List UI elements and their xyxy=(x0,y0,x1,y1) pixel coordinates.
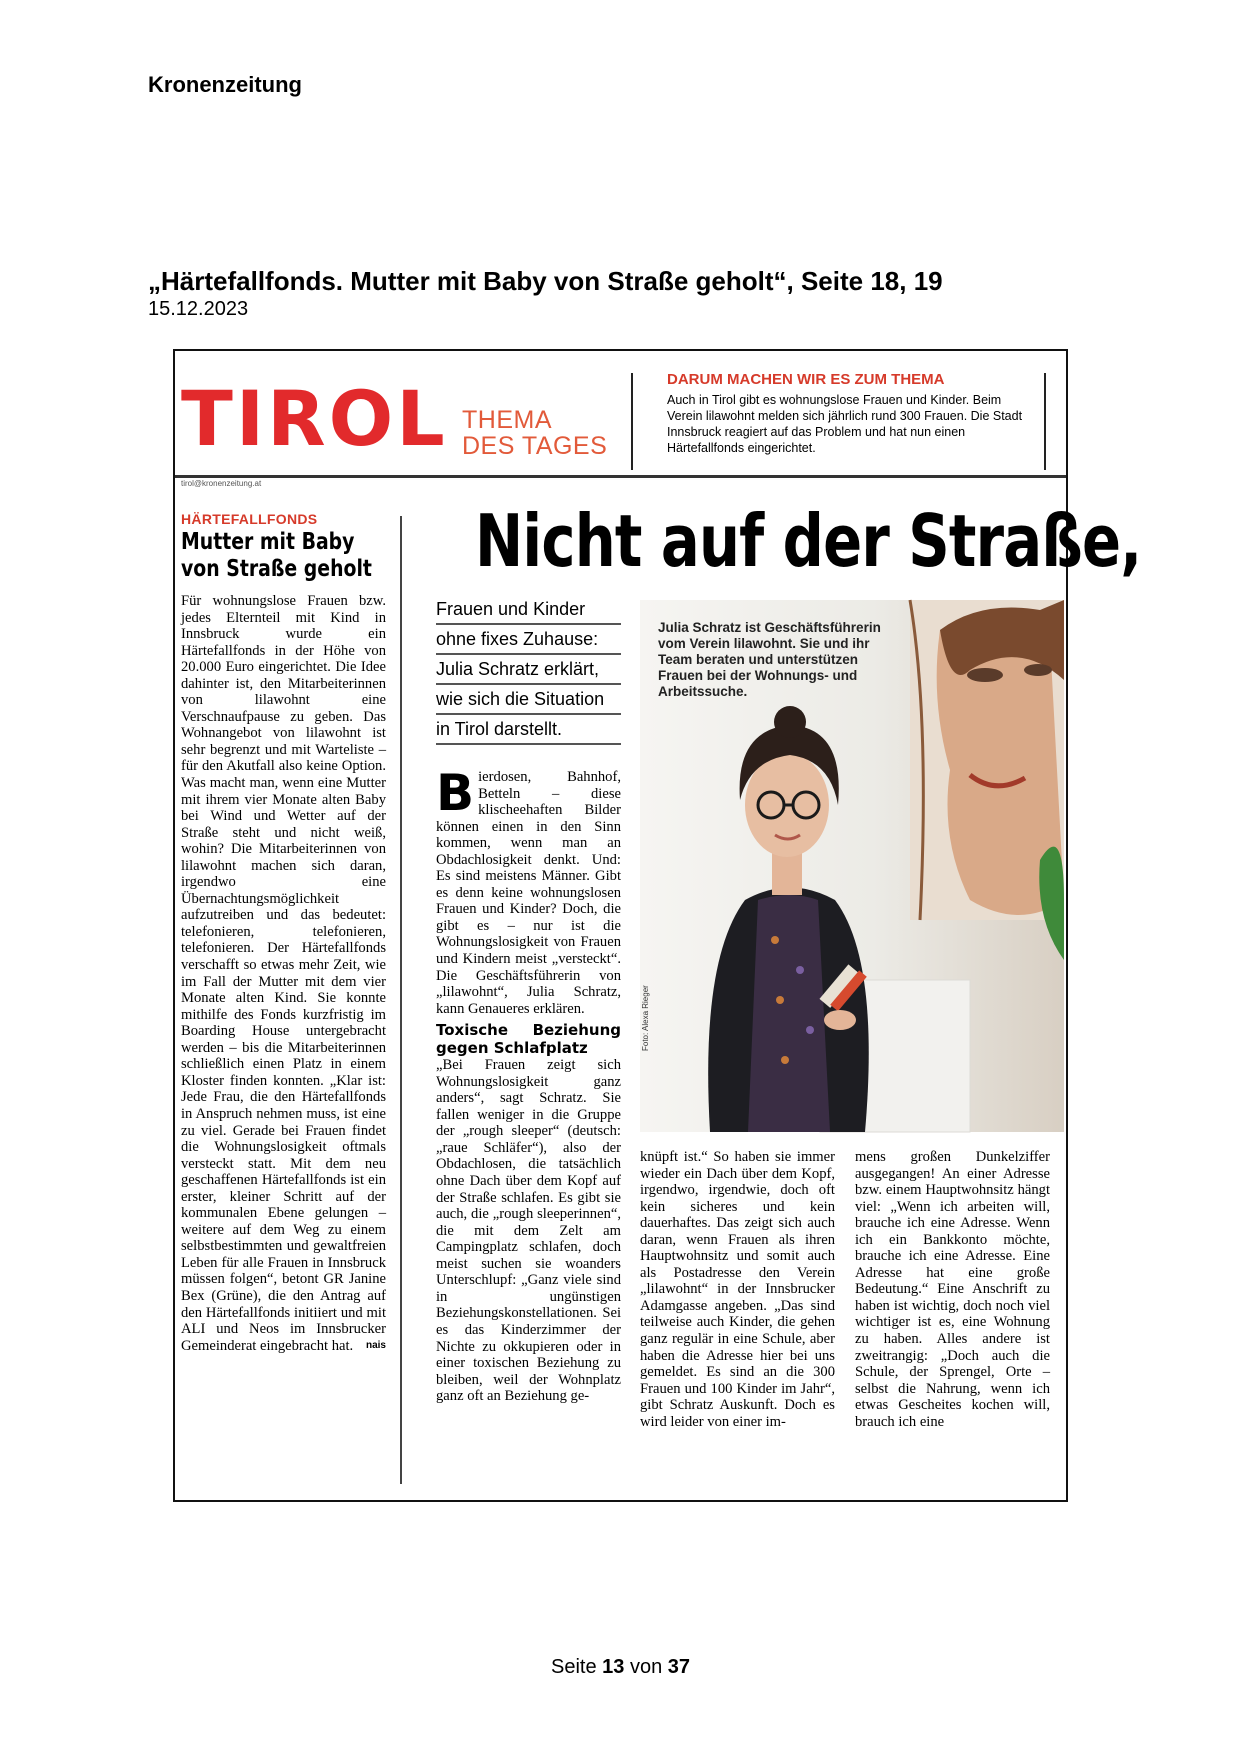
sidebar-body-text: Für wohnungslose Frauen bzw. jedes Elternteil mit Kind in Innsbruck wurde ein Härtefallfonds in der Höhe von 20.000 Euro eingerichtet. Die Idee dahinter ist, den Mitarbeiterinnen von lilawohnt eine Verschnaufpause zu geben. Das Wohnangebot von lilawohnt ist sehr begrenzt und mit Warteliste – für den Akutfall also keine Option. Was macht man, wenn eine Mutter mit ihrem vier Monate alten Baby bei Wind und Wetter auf der Straße steht und nicht weiß, wohin? Die Mitarbeiterinnen von lilawohnt machen sich daran, irgendwo eine Übernachtungsmöglichkeit aufzutreiben und das bedeutet: telefonieren, telefonieren, telefonieren. Der Härtefallfonds verschafft so etwas mehr Zeit, wie im Fall der Mutter mit dem vier Monate alten Kind. Sie konnte mithilfe des Fonds kurzfristig im Boarding House untergebracht werden – bis die Mitarbeiterinnen schließlich einen Platz in einem Kloster finden konnten. „Klar ist: Jede Frau, die den Härtefallfonds in Anspruch nehmen muss, ist eine zu viel. Gerade bei Frauen findet die Wohnungslosigkeit oftmals versteckt statt. Mit dem neu geschaffenen Härtefallfonds ist ein erster, kleiner Schritt auf der kommunalen Ebene gelungen – weitere auf dem Weg zu einem selbstbestimmten und gewaltfreien Leben für alle Frauen in Innsbruck müssen folgen“, betont GR Janine Bex (Grüne), die den Antrag auf den Härtefallfonds initiiert und mit ALI und Neos im Innsbrucker Gemeinderat eingebracht hat. xyxy=(181,593,386,1354)
thema-box xyxy=(667,371,1027,456)
source-name: Kronenzeitung xyxy=(148,72,302,97)
article-subhead: Toxische Beziehung gegen Schlafplatz xyxy=(436,1021,621,1058)
article-column-2: knüpft ist.“ So haben sie immer wieder ein Dach über dem Kopf, irgendwo, irgendwie, doch oft kein sicheres und kein dauerhaftes. Das zeigt sich auch daran, wenn Frauen als ihren Hauptwohnsitz und somit auch als Postadresse den Verein „lilawohnt“ in der Innsbrucker Adamgasse angeben. „Das sind teilweise auch Kinder, die gehen ganz regulär in eine Schule, aber haben die Adresse hier bei uns gemeldet. Es sind an die 300 Frauen und 100 Kinder im Jahr“, gibt Schratz Auskunft. Doch es wird leider von einer im- xyxy=(640,1149,835,1430)
thema-box-text: Auch in Tirol gibt es wohnungslose Frauen und Kinder. Beim Verein lilawohnt melden sich jährlich rund 300 Frauen. Die Stadt Innsbruck reagiert auf das Problem und hat nun einen Härtefallfonds eingerichtet. xyxy=(667,393,1023,455)
drop-cap: B xyxy=(436,764,475,822)
article-column-3: mens großen Dunkelziffer ausgegangen! An einer Adresse bzw. einem Hauptwohnsitz hängt viel: „Wenn ich arbeiten will, brauche ich eine Adresse. Wenn ich ein Bankkonto möchte, brauche ich eine Adresse. Eine Adresse hat eine große Bedeutung.“ Eine Anschrift zu haben ist wichtig, doch noch viel wichtiger ist es, eine Wohnung zu haben. Alles andere ist zweitrangig: „Doch auch die Schule, der Sprengel, Orte – selbst die Nahrung, wenn ich etwas Gescheites kochen will, brauch ich eine xyxy=(855,1149,1050,1430)
article-column-1 xyxy=(436,764,621,1405)
newspaper-clipping xyxy=(173,349,1142,1502)
sidebar-headline: Mutter mit Baby von Straße geholt xyxy=(181,529,372,582)
photo-caption: Julia Schratz ist Geschäftsführerin vom Verein lilawohnt. Sie und ihr Team beraten und unterstützen Frauen bei der Wohnungs- und Arbeitssuche. xyxy=(658,620,881,699)
section-title: TIROL xyxy=(181,374,448,463)
document-title: „Härtefallfonds. Mutter mit Baby von Straße geholt“, Seite 18, 19 xyxy=(148,266,943,296)
lead-line: ohne fixes Zuhause: xyxy=(436,625,621,655)
portrait-photo xyxy=(640,600,1064,1132)
sidebar-body xyxy=(181,593,386,1354)
header-rule xyxy=(175,475,1066,478)
thema-box-heading: DARUM MACHEN WIR ES ZUM THEMA xyxy=(667,371,945,388)
lead-line: in Tirol darstellt. xyxy=(436,715,621,745)
header-divider-right xyxy=(1044,373,1046,470)
header-divider xyxy=(631,373,633,470)
author-signature: nais xyxy=(365,1339,386,1351)
thema-line-2: DES TAGES xyxy=(462,432,608,460)
article-column-1-text: „Bei Frauen zeigt sich Wohnungslosigkeit ganz anders“, sagt Schratz. Sie fallen weniger in die Gruppe der „rough sleeper“ (deutsch: „raue Schläfer“), also der Obdachlosen, die tatsächlich ohne Dach über dem Kopf auf der Straße schlafen. Es gibt sie auch, die „rough sleeperinnen“, die mit dem Zelt am Campingplatz schlafen, doch meist suchen sie woanders Unterschlupf: „Ganz viele sind in ungünstigen Beziehungskonstellationen. Sei es das Kinderzimmer der Nichte zu okkupieren oder in einer toxischen Beziehung zu bleiben, weil der Wohnplatz ganz oft an Beziehung ge- xyxy=(436,1057,621,1405)
lead-box xyxy=(436,595,621,745)
total-pages: 37 xyxy=(667,1656,690,1678)
page-label: Seite xyxy=(550,1656,603,1678)
column-rule xyxy=(400,516,402,1484)
main-headline: Nicht auf der Straße, xyxy=(475,499,1142,583)
sidebar-kicker: HÄRTEFALLFONDS xyxy=(181,511,318,527)
lead-line: wie sich die Situation xyxy=(436,685,621,715)
lead-line: Julia Schratz erklärt, xyxy=(436,655,621,685)
article-intro: ierdosen, Bahnhof, Betteln – diese klischeehaften Bilder können einen in den Sinn kommen, wenn man an Obdachlosigkeit denkt. Und: Es sind meistens Männer. Gibt es denn keine wohnungslosen Frauen und Kinder? Doch, die gibt es – nur ist die Wohnungslosigkeit von Frauen und Kindern meist „versteckt“. Die Geschäftsführerin von „lilawohnt“, Julia Schratz, kann Genaueres erklären. xyxy=(436,769,621,1017)
page-of: von xyxy=(624,1656,668,1678)
section-email: tirol@kronenzeitung.at xyxy=(181,479,262,488)
current-page: 13 xyxy=(602,1656,625,1678)
sidebar-article xyxy=(181,511,386,1354)
lead-line: Frauen und Kinder xyxy=(436,595,621,625)
thema-line-1: THEMA xyxy=(462,406,552,434)
document-date: 15.12.2023 xyxy=(148,298,249,320)
page-number xyxy=(0,1656,1241,1679)
thema-des-tages xyxy=(462,407,607,459)
photo-credit: Foto: Alexa Rieger xyxy=(641,985,650,1051)
